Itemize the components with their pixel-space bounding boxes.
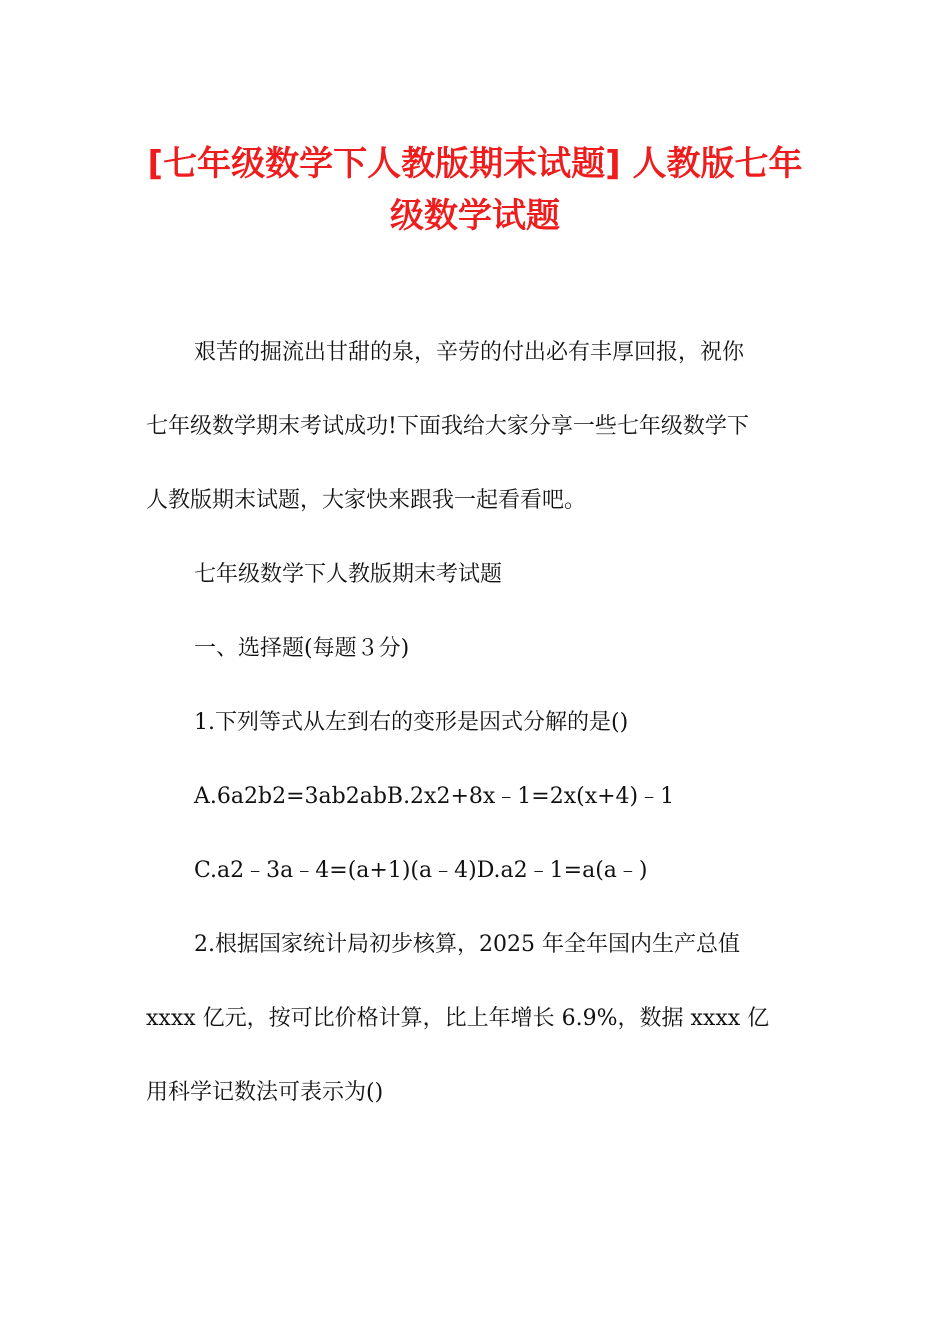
question-2-line-2: xxxx 亿元，按可比价格计算，比上年增长 6.9%，数据 xxxx 亿 — [146, 1006, 770, 1031]
exam-heading: 七年级数学下人教版期末考试题 — [194, 562, 503, 587]
question-1-options-ab: A.6a2b2=3ab2abB.2x2+8x﹣1=2x(x+4)﹣1 — [194, 784, 675, 809]
intro-line-1: 艰苦的掘流出甘甜的泉，辛劳的付出必有丰厚回报，祝你 — [194, 340, 745, 365]
question-1-options-cd: C.a2﹣3a﹣4=(a+1)(a﹣4)D.a2﹣1=a(a﹣) — [194, 858, 648, 883]
document-body — [146, 316, 811, 1130]
section-heading: 一、选择题(每题３分) — [194, 636, 410, 661]
question-1: 1.下列等式从左到右的变形是因式分解的是() — [194, 710, 629, 735]
question-2-line-1: 2.根据国家统计局初步核算，2025 年全年国内生产总值 — [194, 932, 740, 957]
intro-line-2: 七年级数学期末考试成功!下面我给大家分享一些七年级数学下 — [146, 414, 749, 439]
question-2-line-3: 用科学记数法可表示为() — [146, 1080, 384, 1105]
intro-line-3: 人教版期末试题，大家快来跟我一起看看吧。 — [146, 488, 587, 513]
title-line-1: [七年级数学下人教版期末试题] 人教版七年 — [147, 144, 803, 184]
document-title — [0, 138, 950, 242]
title-line-2: 级数学试题 — [390, 196, 560, 236]
